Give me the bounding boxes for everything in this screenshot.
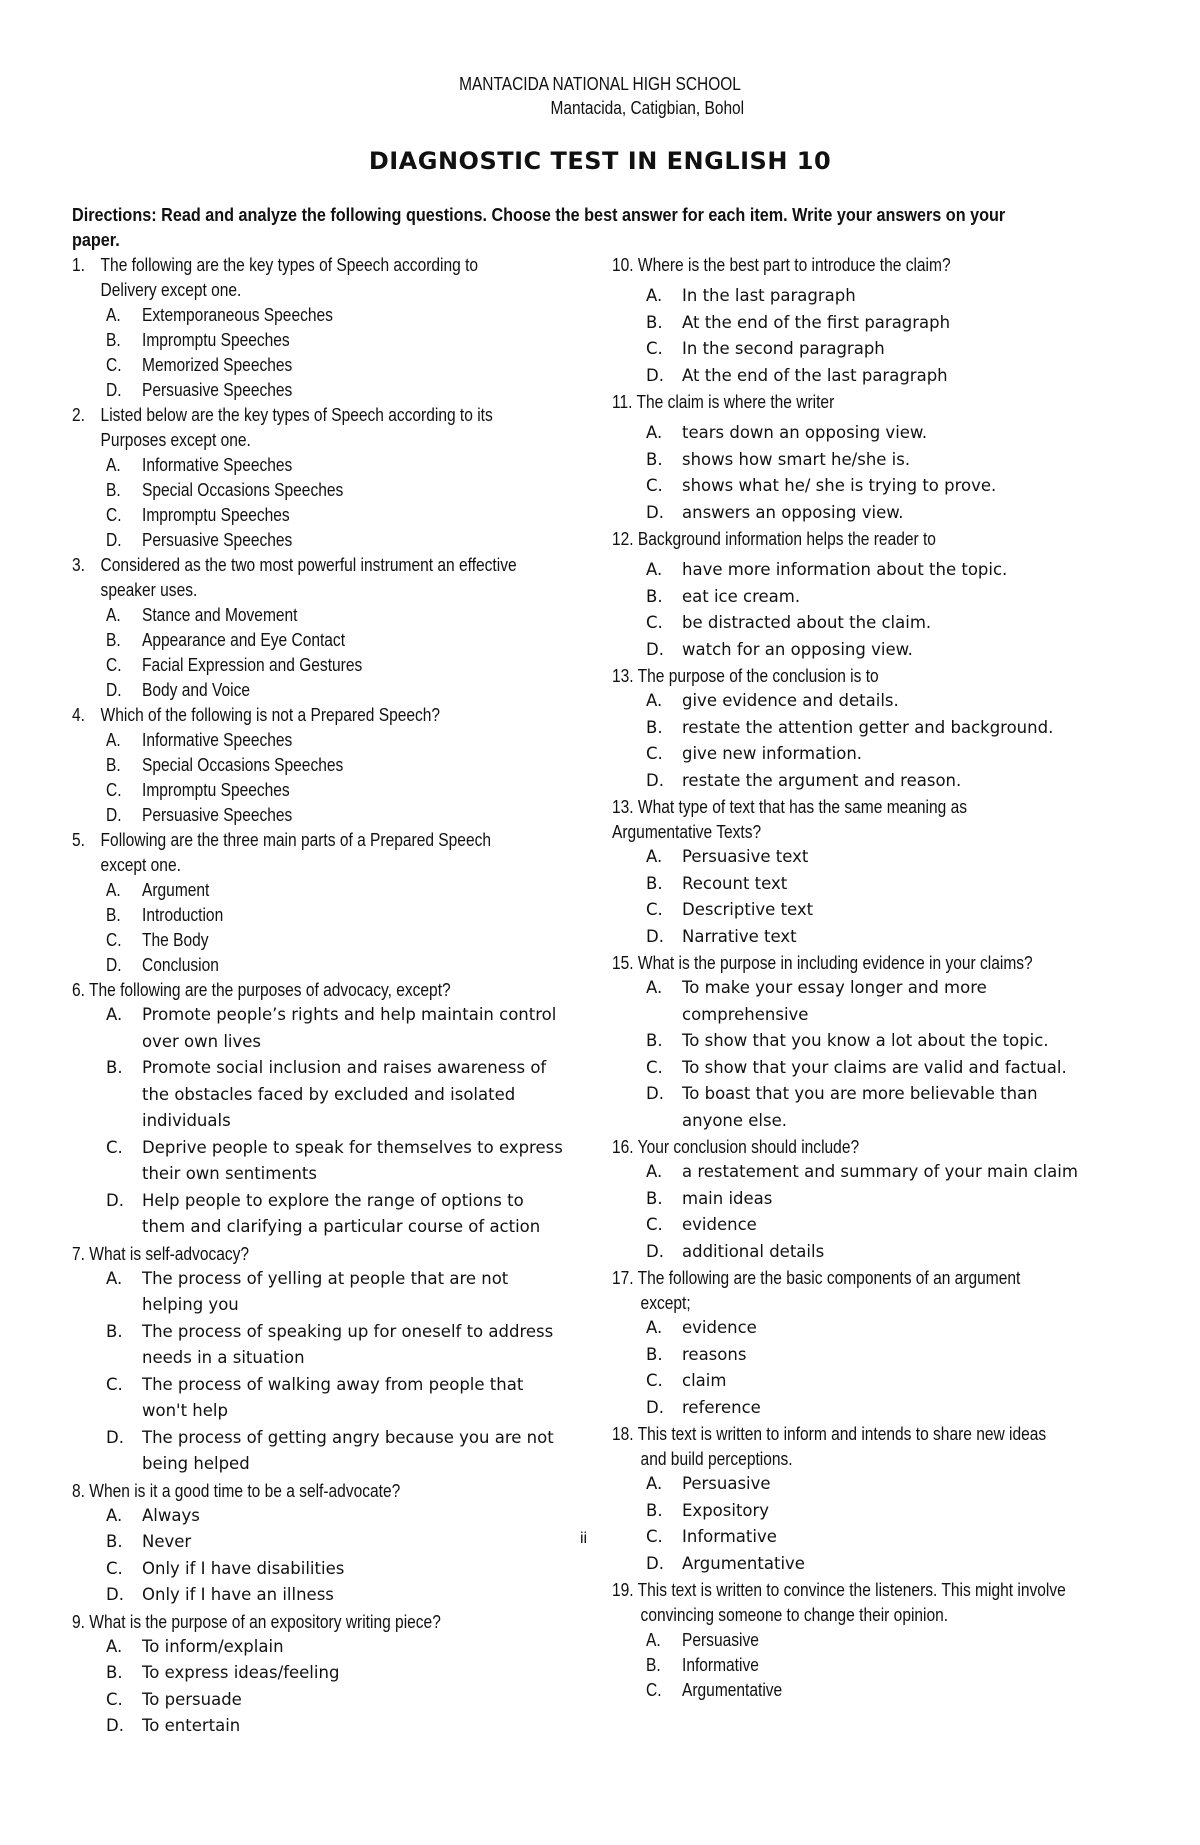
option-b[interactable] (612, 447, 1132, 474)
question-4 (72, 702, 592, 827)
option-d[interactable] (612, 500, 1132, 527)
option-c[interactable] (612, 610, 1132, 637)
option-letter: A. (646, 286, 663, 305)
option-text: Argumentative (682, 1679, 783, 1700)
option-letter: A. (646, 1629, 661, 1650)
option-text: Informative Speeches (142, 729, 293, 750)
right-column (612, 252, 1132, 1702)
option-b[interactable] (72, 1529, 592, 1556)
option-text: To show that your claims are valid and factual. (682, 1057, 1067, 1077)
option-text: reasons (682, 1344, 747, 1364)
option-a[interactable] (612, 557, 1132, 584)
option-d[interactable] (612, 1081, 1132, 1108)
option-c[interactable] (612, 741, 1132, 768)
question-6 (72, 977, 592, 1241)
option-text: them and clarifying a particular course of action (142, 1217, 541, 1236)
option-text: shows how smart he/she is. (682, 449, 911, 469)
question-9 (72, 1609, 592, 1740)
option-text: Special Occasions Speeches (142, 754, 344, 775)
option-letter: C. (106, 504, 122, 525)
option-text: Help people to explore the range of options to (142, 1190, 524, 1210)
option-d[interactable] (72, 377, 592, 402)
option-text: give evidence and details. (682, 691, 899, 710)
option-d[interactable] (72, 1188, 592, 1215)
option-letter: D. (646, 1241, 664, 1261)
option-b[interactable] (72, 752, 592, 777)
option-letter: D. (646, 1084, 664, 1103)
option-letter: A. (106, 729, 121, 750)
option-letter: B. (646, 586, 663, 606)
option-letter: D. (106, 679, 122, 700)
option-letter: B. (646, 1188, 663, 1208)
option-letter: A. (646, 847, 663, 866)
question-text: except one. (100, 854, 181, 875)
option-letter: C. (646, 1679, 662, 1700)
option-letter: C. (646, 1215, 663, 1234)
question-text: Argumentative Texts? (612, 821, 762, 842)
option-letter: B. (106, 1663, 123, 1682)
option-a[interactable] (612, 844, 1132, 871)
option-text: At the end of the last paragraph (682, 365, 948, 385)
question-2 (72, 402, 592, 552)
option-letter: A. (646, 978, 663, 997)
option-a[interactable] (72, 1266, 592, 1293)
option-d[interactable] (612, 1395, 1132, 1422)
option-c[interactable] (612, 336, 1132, 363)
option-b[interactable] (612, 871, 1132, 898)
option-a[interactable] (612, 420, 1132, 447)
option-a[interactable] (612, 1315, 1132, 1342)
option-text: Persuasive text (682, 847, 809, 866)
option-text: eat ice cream. (682, 586, 801, 606)
option-d[interactable] (612, 1551, 1132, 1578)
question-5 (72, 827, 592, 977)
option-letter: B. (106, 1532, 123, 1551)
option-text: Introduction (142, 904, 224, 925)
question-text: Following are the three main parts of a Prepared Speech (100, 829, 492, 850)
option-a[interactable] (612, 1159, 1132, 1186)
option-text: Persuasive Speeches (142, 379, 293, 400)
option-text: Persuasive (682, 1474, 771, 1493)
question-text: Delivery except one. (100, 279, 242, 300)
option-letter: B. (106, 1058, 123, 1077)
option-text: anyone else. (682, 1110, 788, 1130)
option-c[interactable] (72, 502, 592, 527)
option-c[interactable] (612, 473, 1132, 500)
option-text: be distracted about the claim. (682, 613, 932, 632)
question-number: 5. (72, 829, 85, 850)
option-d[interactable] (72, 677, 592, 702)
option-text: Persuasive (682, 1629, 759, 1650)
option-b[interactable] (612, 715, 1132, 742)
option-letter: C. (106, 654, 122, 675)
option-letter: D. (106, 954, 122, 975)
option-d[interactable] (72, 952, 592, 977)
question-text: and build perceptions. (640, 1448, 793, 1469)
question-text: 13. What type of text that has the same meaning as (612, 796, 968, 817)
option-text: Expository (682, 1500, 770, 1520)
option-c[interactable] (72, 1135, 592, 1162)
option-letter: D. (646, 1397, 664, 1417)
question-number: 3. (72, 554, 85, 575)
question-text: 12. Background information helps the reader to (612, 528, 936, 549)
question-text: 18. This text is written to inform and intends to share new ideas (612, 1423, 1047, 1444)
option-b[interactable] (72, 477, 592, 502)
option-letter: B. (646, 449, 663, 469)
option-text: To entertain (142, 1716, 241, 1735)
option-letter: B. (106, 754, 121, 775)
option-letter: D. (106, 379, 122, 400)
option-letter: D. (646, 770, 664, 790)
option-letter: B. (646, 1500, 663, 1520)
option-letter: C. (646, 1057, 663, 1077)
question-11 (612, 389, 1132, 526)
option-d[interactable] (72, 1582, 592, 1609)
option-text: To boast that you are more believable than (682, 1084, 1038, 1103)
option-letter: C. (646, 476, 663, 495)
option-text: won't help (142, 1401, 228, 1420)
option-letter: D. (106, 529, 122, 550)
directions (72, 203, 1103, 253)
option-text: Informative Speeches (142, 454, 293, 475)
question-text: Listed below are the key types of Speech according to its (100, 404, 493, 425)
option-letter: A. (106, 454, 121, 475)
option-letter: C. (106, 779, 122, 800)
question-15 (612, 950, 1132, 1134)
option-text: Persuasive Speeches (142, 529, 293, 550)
option-letter: B. (106, 329, 121, 350)
option-text: The process of speaking up for oneself to address (142, 1321, 554, 1341)
question-text: 10. Where is the best part to introduce the claim? (612, 254, 951, 275)
option-c[interactable] (612, 1368, 1132, 1395)
option-text: Informative (682, 1527, 777, 1546)
question-text: 13. The purpose of the conclusion is to (612, 665, 879, 686)
option-text: To show that you know a lot about the topic. (682, 1031, 1049, 1050)
option-letter: A. (106, 1636, 123, 1656)
option-c[interactable] (72, 352, 592, 377)
option-letter: A. (646, 560, 663, 579)
option-letter: B. (106, 904, 121, 925)
option-text: Conclusion (142, 954, 219, 975)
page-title: DIAGNOSTIC TEST IN ENGLISH 10 (368, 147, 832, 175)
school-header (84, 72, 1116, 120)
option-d[interactable] (612, 768, 1132, 795)
option-text: restate the argument and reason. (682, 770, 962, 790)
option-text: In the last paragraph (682, 286, 856, 305)
option-text: comprehensive (682, 1004, 809, 1024)
question-text: Purposes except one. (100, 429, 251, 450)
option-text: additional details (682, 1241, 825, 1261)
option-text: have more information about the topic. (682, 560, 1008, 579)
option-text: The process of getting angry because you are not (142, 1427, 554, 1447)
question-7 (72, 1241, 592, 1478)
option-c[interactable] (72, 927, 592, 952)
option-text: Promote people’s rights and help maintain control (142, 1005, 557, 1024)
option-letter: D. (106, 1585, 124, 1604)
option-letter: B. (646, 1344, 663, 1364)
option-letter: C. (646, 613, 663, 632)
option-text: Impromptu Speeches (142, 504, 290, 525)
option-letter: B. (106, 629, 121, 650)
option-letter: D. (106, 1716, 124, 1735)
option-letter: A. (106, 304, 121, 325)
option-letter: A. (646, 1318, 663, 1337)
question-number: 2. (72, 404, 85, 425)
option-text: evidence (682, 1318, 757, 1337)
question-13-conclusion (612, 663, 1132, 794)
page-number: ii (580, 1530, 588, 1547)
question-text: 11. The claim is where the writer (612, 391, 835, 412)
option-letter: D. (646, 1553, 664, 1573)
option-letter: B. (646, 1654, 661, 1675)
option-letter: D. (646, 639, 664, 659)
question-text: except; (640, 1292, 691, 1313)
option-text: evidence (682, 1215, 757, 1234)
option-text: Recount text (682, 873, 788, 893)
option-text: Impromptu Speeches (142, 779, 290, 800)
option-text: The process of yelling at people that are not (142, 1268, 509, 1288)
option-text: over own lives (142, 1031, 262, 1051)
option-text: The process of walking away from people that (142, 1374, 524, 1394)
question-3 (72, 552, 592, 702)
school-name: MANTACIDA NATIONAL HIGH SCHOOL (459, 74, 741, 94)
option-b[interactable] (612, 1342, 1132, 1369)
option-b[interactable] (72, 1055, 592, 1082)
option-text: To inform/explain (142, 1636, 284, 1656)
option-text: their own sentiments (142, 1164, 317, 1183)
option-b[interactable] (612, 584, 1132, 611)
question-text: Considered as the two most powerful instrument an effective (100, 554, 517, 575)
option-letter: A. (106, 1005, 123, 1024)
school-address: Mantacida, Catigbian, Bohol (550, 98, 745, 118)
option-letter: C. (106, 1374, 123, 1394)
option-text: the obstacles faced by excluded and isolated (142, 1084, 516, 1104)
option-letter: C. (106, 929, 122, 950)
option-letter: C. (646, 1371, 663, 1390)
left-column (72, 252, 592, 1740)
option-letter: B. (646, 717, 663, 737)
option-letter: B. (646, 1031, 663, 1050)
question-text: Which of the following is not a Prepared Speech? (100, 704, 441, 725)
question-text: 9. What is the purpose of an expository writing piece? (72, 1610, 441, 1632)
directions-line-2: paper. (72, 230, 120, 250)
option-text: Argument (142, 879, 210, 900)
option-c[interactable] (612, 1677, 1132, 1702)
option-a[interactable] (72, 452, 592, 477)
option-text: needs in a situation (142, 1348, 305, 1367)
option-text: main ideas (682, 1188, 773, 1208)
option-text: watch for an opposing view. (682, 639, 913, 659)
question-8 (72, 1478, 592, 1609)
option-text: To express ideas/feeling (142, 1663, 340, 1682)
option-a[interactable] (72, 1503, 592, 1530)
option-letter: C. (106, 1558, 123, 1578)
option-letter: A. (646, 691, 663, 710)
option-a[interactable] (612, 283, 1132, 310)
option-letter: B. (106, 1321, 123, 1341)
option-a[interactable] (72, 877, 592, 902)
option-a[interactable] (612, 688, 1132, 715)
option-text: give new information. (682, 744, 863, 763)
option-b[interactable] (612, 310, 1132, 337)
option-letter: B. (646, 312, 663, 332)
question-text: 16. Your conclusion should include? (612, 1136, 860, 1157)
option-a[interactable] (612, 1471, 1132, 1498)
question-18 (612, 1421, 1132, 1577)
option-c[interactable] (612, 1055, 1132, 1082)
option-text: restate the attention getter and background. (682, 717, 1054, 737)
option-letter: A. (106, 604, 121, 625)
option-text: tears down an opposing view. (682, 423, 928, 442)
option-c[interactable] (612, 1212, 1132, 1239)
option-d[interactable] (612, 637, 1132, 664)
option-letter: B. (646, 873, 663, 893)
option-text: To make your essay longer and more (682, 978, 987, 997)
option-letter: C. (106, 354, 122, 375)
option-letter: C. (646, 900, 663, 919)
option-d[interactable] (72, 802, 592, 827)
option-c[interactable] (72, 652, 592, 677)
question-17 (612, 1265, 1132, 1421)
option-text: Argumentative (682, 1553, 805, 1573)
question-text: The following are the key types of Speech according to (100, 254, 479, 275)
option-letter: A. (106, 1268, 123, 1288)
option-letter: C. (106, 1137, 123, 1157)
question-text: 8. When is it a good time to be a self-advocate? (72, 1479, 401, 1501)
option-text: Facial Expression and Gestures (142, 654, 363, 675)
option-c[interactable] (612, 1524, 1132, 1551)
option-text: Persuasive Speeches (142, 804, 293, 825)
option-letter: C. (646, 1527, 663, 1546)
option-b[interactable] (612, 1652, 1132, 1677)
option-a[interactable] (72, 602, 592, 627)
option-letter: D. (106, 804, 122, 825)
question-text: 19. This text is written to convince the listeners. This might involve (612, 1579, 1066, 1600)
option-a[interactable] (612, 975, 1132, 1002)
option-b[interactable] (72, 327, 592, 352)
option-letter: D. (106, 1190, 124, 1210)
option-letter: A. (646, 1162, 663, 1181)
option-text: Only if I have disabilities (142, 1558, 345, 1578)
option-c[interactable] (72, 777, 592, 802)
option-b[interactable] (72, 1660, 592, 1687)
question-19 (612, 1577, 1132, 1702)
option-letter: A. (646, 423, 663, 442)
option-text: Body and Voice (142, 679, 251, 700)
option-c[interactable] (72, 1687, 592, 1714)
option-a[interactable] (612, 1627, 1132, 1652)
option-text: Memorized Speeches (142, 354, 293, 375)
option-b[interactable] (72, 1319, 592, 1346)
question-10 (612, 252, 1132, 389)
option-a[interactable] (72, 1002, 592, 1029)
question-1 (72, 252, 592, 402)
question-text: 17. The following are the basic components of an argument (612, 1267, 1021, 1288)
option-letter: D. (106, 1427, 124, 1447)
option-text: Never (142, 1532, 192, 1551)
option-text: Narrative text (682, 926, 797, 946)
question-12 (612, 526, 1132, 663)
option-text: Informative (682, 1654, 759, 1675)
option-letter: C. (646, 744, 663, 763)
option-b[interactable] (612, 1186, 1132, 1213)
option-text: being helped (142, 1454, 250, 1473)
question-text: convincing someone to change their opinion. (640, 1604, 949, 1625)
option-text: The Body (142, 929, 209, 950)
option-text: shows what he/ she is trying to prove. (682, 476, 997, 495)
option-letter: B. (106, 479, 121, 500)
question-text: 15. What is the purpose in including evidence in your claims? (612, 952, 1033, 973)
question-text: speaker uses. (100, 579, 198, 600)
option-d[interactable] (612, 924, 1132, 951)
option-letter: C. (106, 1689, 123, 1709)
question-text: 7. What is self-advocacy? (72, 1242, 250, 1264)
option-d[interactable] (72, 1425, 592, 1452)
option-text: individuals (142, 1111, 231, 1130)
question-16 (612, 1134, 1132, 1265)
option-text: Impromptu Speeches (142, 329, 290, 350)
option-text: answers an opposing view. (682, 502, 904, 522)
option-text: Deprive people to speak for themselves to express (142, 1137, 563, 1157)
option-text: Promote social inclusion and raises awareness of (142, 1058, 547, 1077)
option-text: helping you (142, 1295, 239, 1314)
option-letter: D. (646, 502, 664, 522)
option-text: a restatement and summary of your main claim (682, 1162, 1078, 1181)
option-text: At the end of the first paragraph (682, 312, 951, 332)
option-b[interactable] (72, 902, 592, 927)
option-letter: A. (106, 879, 121, 900)
option-d[interactable] (612, 1239, 1132, 1266)
option-text: Appearance and Eye Contact (142, 629, 346, 650)
option-text: claim (682, 1371, 727, 1390)
option-a[interactable] (72, 302, 592, 327)
option-b[interactable] (612, 1028, 1132, 1055)
option-text: Descriptive text (682, 900, 814, 919)
option-c[interactable] (72, 1556, 592, 1583)
question-13-text-type (612, 794, 1132, 950)
option-text: In the second paragraph (682, 339, 885, 358)
question-text: 6. The following are the purposes of advocacy, except? (72, 979, 451, 1000)
option-a[interactable] (72, 1634, 592, 1661)
option-b[interactable] (612, 1498, 1132, 1525)
option-text: Special Occasions Speeches (142, 479, 344, 500)
option-d[interactable] (612, 363, 1132, 390)
option-a[interactable] (72, 727, 592, 752)
option-d[interactable] (72, 527, 592, 552)
option-letter: C. (646, 339, 663, 358)
option-letter: D. (646, 926, 664, 946)
option-text: Stance and Movement (142, 604, 298, 625)
option-b[interactable] (72, 627, 592, 652)
option-text: reference (682, 1397, 761, 1417)
question-number: 1. (72, 254, 85, 275)
option-letter: A. (106, 1505, 123, 1525)
option-text: To persuade (142, 1689, 242, 1709)
option-text: Extemporaneous Speeches (142, 304, 333, 325)
question-number: 4. (72, 704, 85, 725)
option-d[interactable] (72, 1713, 592, 1740)
option-letter: D. (646, 365, 664, 385)
option-text: Only if I have an illness (142, 1585, 334, 1604)
option-c[interactable] (612, 897, 1132, 924)
option-c[interactable] (72, 1372, 592, 1399)
directions-line-1: Directions: Read and analyze the following questions. Choose the best answer for each item. Write your answers on your (72, 205, 1006, 225)
option-text: Always (142, 1505, 200, 1525)
option-letter: A. (646, 1474, 663, 1493)
